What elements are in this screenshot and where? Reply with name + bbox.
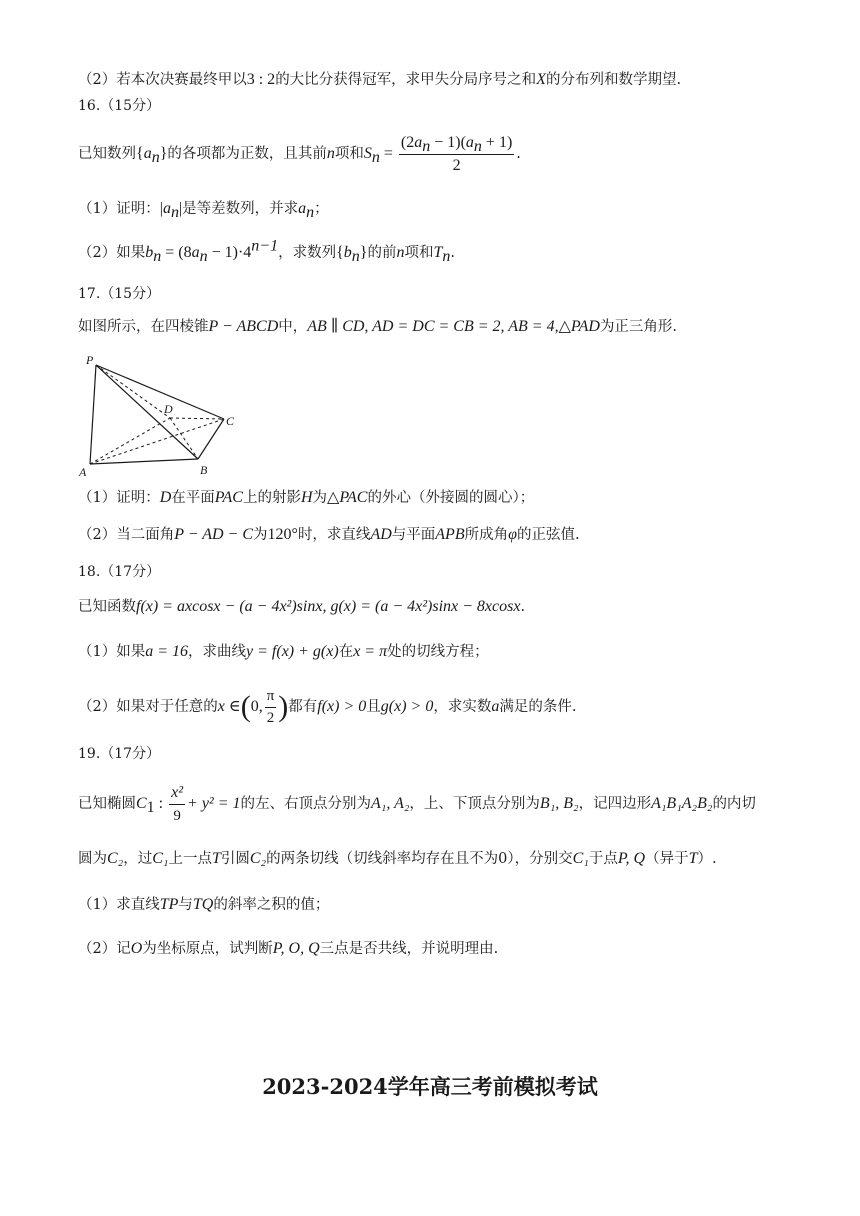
q17-p2-deg: 120° bbox=[267, 526, 298, 543]
q18-stem bbox=[78, 597, 820, 617]
q18-pi-over-2 bbox=[265, 688, 277, 727]
q17-conditions: AB ∥ CD, AD = DC = CB = 2, AB = 4, bbox=[307, 318, 559, 335]
q18-p2-int-left: 0, bbox=[250, 698, 263, 715]
q19-l2-a: 圆为 bbox=[78, 851, 107, 867]
q19-stem: 已知椭圆$C_1$ : $\frac{\text{x²}}{9}$ + y² = 1的左、右顶点分别为A₁, A₂，上、下顶点分别为B₁, B₂，记四边形A₁B₁A₂B₂的内切 bbox=[78, 783, 756, 824]
q16-abs-an: $|a_n|$ bbox=[159, 200, 183, 222]
q18-p2-x: x ∈ bbox=[217, 698, 241, 715]
q19-ellipse-frac bbox=[169, 784, 185, 825]
pyramid-figure bbox=[78, 352, 248, 477]
q16-sn: S bbox=[363, 145, 372, 162]
q16-frac-den: 2 bbox=[452, 156, 461, 174]
q19-quad: A₁B₁A₂B₂ bbox=[651, 795, 713, 812]
q15-ratio: 3 : 2 bbox=[246, 71, 276, 88]
q17-p1-b: 在平面 bbox=[171, 490, 215, 506]
q16-n: n bbox=[326, 145, 335, 162]
edge-ab bbox=[90, 459, 198, 464]
q15-part2-text-b: 的大比分获得冠军，求甲失分局序号之和 bbox=[275, 72, 537, 88]
q17-p1-pac: PAC bbox=[214, 489, 243, 506]
q18-stem-a: 已知函数 bbox=[78, 599, 136, 615]
q19-t-b: T bbox=[688, 850, 698, 867]
q15-part2-text-c: 的分布列和数学期望. bbox=[545, 72, 682, 88]
q17-triangle: △PAD bbox=[558, 318, 600, 335]
q17-p2-phi: φ bbox=[508, 526, 517, 543]
edge-pa bbox=[90, 365, 96, 464]
q16-stem-c: 项和 bbox=[334, 146, 364, 162]
q19-stem-d: ，记四边形 bbox=[578, 796, 652, 812]
q17-p1-c: 上的射影 bbox=[242, 490, 301, 506]
q18-header: 18.（17分） bbox=[78, 564, 161, 580]
q19-p1-a: （1）求直线 bbox=[78, 897, 160, 913]
q16-p2-d: 项和 bbox=[404, 245, 434, 261]
q19-c2: C₂ bbox=[107, 850, 124, 867]
exam-title: 2023-2024学年高三考前模拟考试 bbox=[262, 1074, 598, 1099]
q17-p1-dd: 为 bbox=[312, 490, 328, 506]
q17-p1-tri: △PAC bbox=[327, 489, 368, 506]
q18-p2-g: g(x) > 0 bbox=[380, 698, 434, 715]
q18-p1-point: x = π bbox=[353, 643, 388, 660]
q19-c1-b: C₁ bbox=[572, 850, 589, 867]
q19-p1-c: 的斜率之积的值； bbox=[213, 897, 330, 913]
q18-p2-a: （2）如果对于任意的 bbox=[78, 699, 218, 715]
q18-p1-c: 在 bbox=[338, 644, 354, 660]
q17-p2-ad: AD bbox=[370, 526, 392, 543]
q19-l2-e: 的两条切线（切线斜率均存在且不为0），分别交 bbox=[266, 851, 573, 867]
q17-p2-apb: APB bbox=[435, 526, 465, 543]
q19-t: T bbox=[211, 850, 221, 867]
q18-functions: f(x) = axcosx − (a − 4x²)sinx, g(x) = (a − 4x²)sinx − 8xcosx bbox=[136, 598, 521, 615]
q19-verts-b: B₁, B₂ bbox=[539, 795, 579, 812]
q19-p1-b: 与 bbox=[178, 897, 193, 913]
q19-l2-c: 上一点 bbox=[168, 851, 212, 867]
q19-stem-a: 已知椭圆 bbox=[78, 796, 136, 812]
q19-verts-a: A₁, A₂ bbox=[371, 795, 410, 812]
q19-c1: C₁ bbox=[152, 850, 169, 867]
q18-p1-b: ，求曲线 bbox=[188, 644, 247, 660]
q16-seq-bn: $\{b_n\}$ bbox=[336, 244, 368, 266]
q16-stem-b: 的各项都为正数，且其前 bbox=[167, 146, 327, 162]
q17-p2-e: 所成角 bbox=[464, 527, 509, 543]
q19-l2-h: ）. bbox=[697, 851, 717, 867]
q19-stem-b: 的左、右顶点分别为 bbox=[240, 796, 372, 812]
edge-db bbox=[170, 418, 198, 459]
q17-part2 bbox=[78, 525, 820, 545]
edge-dc bbox=[170, 418, 224, 419]
edge-bc bbox=[198, 419, 224, 459]
q15-var-x: X bbox=[536, 71, 546, 88]
q17-p2-b: 为 bbox=[253, 527, 268, 543]
q19-l2-f: 于点 bbox=[588, 851, 618, 867]
q16-seq-an: $\{a_n\}$ bbox=[136, 145, 168, 167]
q15-part2-text-a: （2）若本次决赛最终甲以 bbox=[78, 72, 247, 88]
q17-p2-a: （2）当二面角 bbox=[78, 527, 175, 543]
q18-p2-d: ，求实数 bbox=[433, 699, 492, 715]
q19-ellipse-rest: + y² = 1 bbox=[187, 795, 241, 812]
q18-pi: π bbox=[265, 688, 277, 708]
q17-p1-a: （1）证明： bbox=[78, 490, 160, 506]
q18-p1-d: 处的切线方程； bbox=[387, 644, 489, 660]
q17-p1-d: D bbox=[159, 489, 172, 506]
q17-stem-a: 如图所示，在四棱锥 bbox=[78, 319, 209, 335]
q18-part1 bbox=[78, 642, 820, 662]
label-c: C bbox=[226, 414, 235, 428]
q18-p2-f: f(x) > 0 bbox=[317, 698, 367, 715]
q17-stem-b: 中， bbox=[278, 319, 308, 335]
q18-p1-a: （1）如果 bbox=[78, 644, 146, 660]
q17-p1-h: H bbox=[300, 489, 313, 506]
q17-p2-d: 与平面 bbox=[391, 527, 436, 543]
q17-p2-angle: P − AD − C bbox=[174, 526, 254, 543]
q19-nine: 9 bbox=[173, 807, 181, 824]
q19-l2-b: ，过 bbox=[123, 851, 153, 867]
q17-pyramid: P − ABCD bbox=[208, 318, 279, 335]
label-b: B bbox=[200, 463, 208, 477]
q19-p2-c: 三点是否共线，并说明理由. bbox=[319, 941, 499, 957]
q17-part1 bbox=[78, 488, 820, 508]
q16-header: 16.（15分） bbox=[78, 98, 161, 114]
q18-p2-c: 且 bbox=[366, 699, 381, 715]
q19-part1 bbox=[78, 895, 820, 915]
q19-tq: TQ bbox=[192, 896, 214, 913]
q16-p2-c: 的前 bbox=[367, 245, 397, 261]
q17-p2-c: 时，求直线 bbox=[297, 527, 371, 543]
q19-stem-e: 的内切 bbox=[712, 796, 756, 812]
q17-stem-c: 为正三角形. bbox=[599, 319, 678, 335]
q19-stem-c: ，上、下顶点分别为 bbox=[409, 796, 540, 812]
q18-p2-b: 都有 bbox=[288, 699, 318, 715]
q19-tp: TP bbox=[159, 896, 179, 913]
q16-stem-a: 已知数列 bbox=[78, 146, 136, 162]
q19-header: 19.（17分） bbox=[78, 746, 161, 762]
q19-part2 bbox=[78, 939, 820, 959]
q19-poq: P, O, Q bbox=[272, 940, 320, 957]
q19-l2-g: （异于 bbox=[645, 851, 689, 867]
q16-p1-b: 是等差数列，并求 bbox=[182, 201, 299, 217]
q16-stem: 已知数列$\{a_n\}$的各项都为正数，且其前n项和$S_n$ = $\frac{(2a_n - 1)(a_n + 1)}{2}$ . bbox=[78, 133, 521, 174]
q18-p1-curve: y = f(x) + g(x) bbox=[246, 643, 339, 660]
q16-p2-a: （2）如果 bbox=[78, 245, 146, 261]
q18-p2-e: 满足的条件. bbox=[499, 699, 577, 715]
q19-c2-b: C₂ bbox=[249, 850, 267, 867]
q19-o: O bbox=[130, 940, 143, 957]
q19-pq: P, Q bbox=[617, 850, 646, 867]
q19-l2-d: 引圆 bbox=[220, 851, 250, 867]
edge-ad bbox=[90, 418, 170, 464]
q16-p2-e: . bbox=[450, 245, 455, 261]
label-d: D bbox=[164, 402, 173, 416]
q16-part1: （1）证明：$|a_n|$是等差数列，并求$a_n$； bbox=[78, 200, 329, 222]
q18-p2-a-var: a bbox=[491, 698, 500, 715]
label-p: P bbox=[86, 353, 94, 367]
q19-x2: x² bbox=[169, 784, 185, 805]
q16-sn-fraction bbox=[399, 134, 514, 175]
label-a: A bbox=[79, 465, 87, 477]
q18-part2: （2）如果对于任意的x ∈(0, $\frac{\pi}{2}$ )都有f(x) > 0且g(x) > 0，求实数a满足的条件. bbox=[78, 687, 577, 726]
q18-two: 2 bbox=[266, 709, 275, 726]
edge-ac bbox=[90, 419, 224, 464]
q16-p2-b: ，求数列 bbox=[278, 245, 337, 261]
q19-p2-a: （2）记 bbox=[78, 941, 131, 957]
q16-frac-num: $(2a_n - 1)(a_n + 1)$ bbox=[400, 133, 513, 155]
q17-stem bbox=[78, 317, 820, 337]
q18-stem-b: . bbox=[520, 599, 526, 615]
q16-bn-def: $b_n = (8a_n - 1)\cdot 4^{n-1}$ bbox=[145, 237, 279, 266]
q18-p1-cond: a = 16 bbox=[145, 643, 189, 660]
q16-p1-a: （1）证明： bbox=[78, 201, 160, 217]
q17-header: 17.（15分） bbox=[78, 286, 161, 302]
q17-p1-e: 的外心（外接圆的圆心）； bbox=[367, 490, 535, 506]
q19-stem-line2 bbox=[78, 849, 820, 869]
q19-ellipse-name: C bbox=[136, 795, 147, 812]
q16-p1-c: ； bbox=[314, 201, 329, 217]
q19-p2-b: 为坐标原点，试判断 bbox=[142, 941, 273, 957]
q16-part2: （2）如果$b_n = (8a_n - 1)\cdot 4^{n-1}$，求数列$\{b_n\}$的前n项和$T_n$. bbox=[78, 237, 455, 266]
q15-part2 bbox=[78, 70, 820, 90]
q17-p2-f: 的正弦值. bbox=[516, 527, 580, 543]
